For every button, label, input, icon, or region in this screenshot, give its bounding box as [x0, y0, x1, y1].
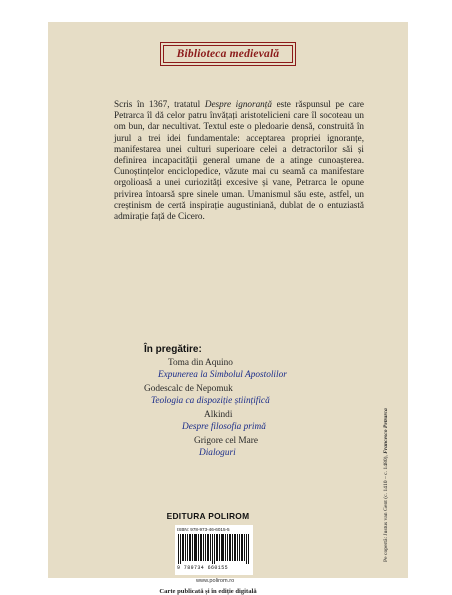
description-intro: Scris în 1367, tratatul: [114, 99, 205, 109]
upcoming-item: [144, 410, 374, 433]
barcode-digits: 9 789734 660155: [177, 565, 229, 571]
description-work-title: Despre ignoranță: [204, 99, 272, 109]
upcoming-title: Dialoguri: [199, 447, 236, 458]
upcoming-list: [144, 358, 374, 462]
publisher-website: www.polirom.ro: [196, 578, 235, 584]
upcoming-item: [144, 436, 374, 459]
upcoming-item: [144, 358, 374, 381]
description-body: este răspunsul pe care Petrarca îl dă celor patru învățați aristotelicieni care îl socoteau un om bun, dar necultivat. Textul este o pledoarie densă, construită în jurul a trei idei fundamentale: acceptarea propriei ignoranțe, manifestarea unei culturi superioare celei a detractorilor săi și definirea incapacității general umane de a atinge cunoașterea. Cunoștințelor enciclopedice, văzute mai cu seamă ca manifestare orgolioasă a unei curiozități excesive și vane, Petrarca le opune privirea întoarsă spre sinele uman. Umanismul său este, astfel, un creștinism de certă inspirație augustiniană, dublat de o entuziastă admirație față de Cicero.: [114, 99, 364, 222]
publisher-name: EDITURA POLIROM: [166, 511, 250, 521]
upcoming-author: Grigore cel Mare: [194, 436, 259, 446]
book-description: [114, 99, 364, 222]
upcoming-item: [144, 384, 374, 407]
cover-image-credit: [383, 322, 389, 562]
barcode-label: [175, 525, 253, 575]
back-cover: [48, 22, 408, 595]
series-banner: [160, 42, 296, 66]
upcoming-author: Alkindi: [204, 410, 233, 420]
upcoming-author: Godescalc de Nepomuk: [144, 384, 233, 394]
digital-edition-note: Carte publicată și în ediție digitală: [159, 588, 257, 595]
isbn-number: ISBN: 978-973-46-6015-5: [177, 527, 230, 532]
upcoming-title: Teologia ca dispoziție științifică: [151, 395, 270, 406]
credit-name: Francesco Petrarca: [383, 408, 389, 454]
credit-prefix: Pe copertă: Justus van Gent (c. 1410 – c. 1480),: [383, 453, 389, 562]
upcoming-title: Expunerea la Simbolul Apostolilor: [158, 369, 287, 380]
upcoming-title: Despre filosofia primă: [182, 421, 266, 432]
upcoming-author: Toma din Aquino: [168, 358, 233, 368]
barcode-icon: [178, 534, 250, 564]
upcoming-heading: În pregătire:: [144, 344, 202, 355]
series-title: Biblioteca medievală: [176, 48, 280, 60]
